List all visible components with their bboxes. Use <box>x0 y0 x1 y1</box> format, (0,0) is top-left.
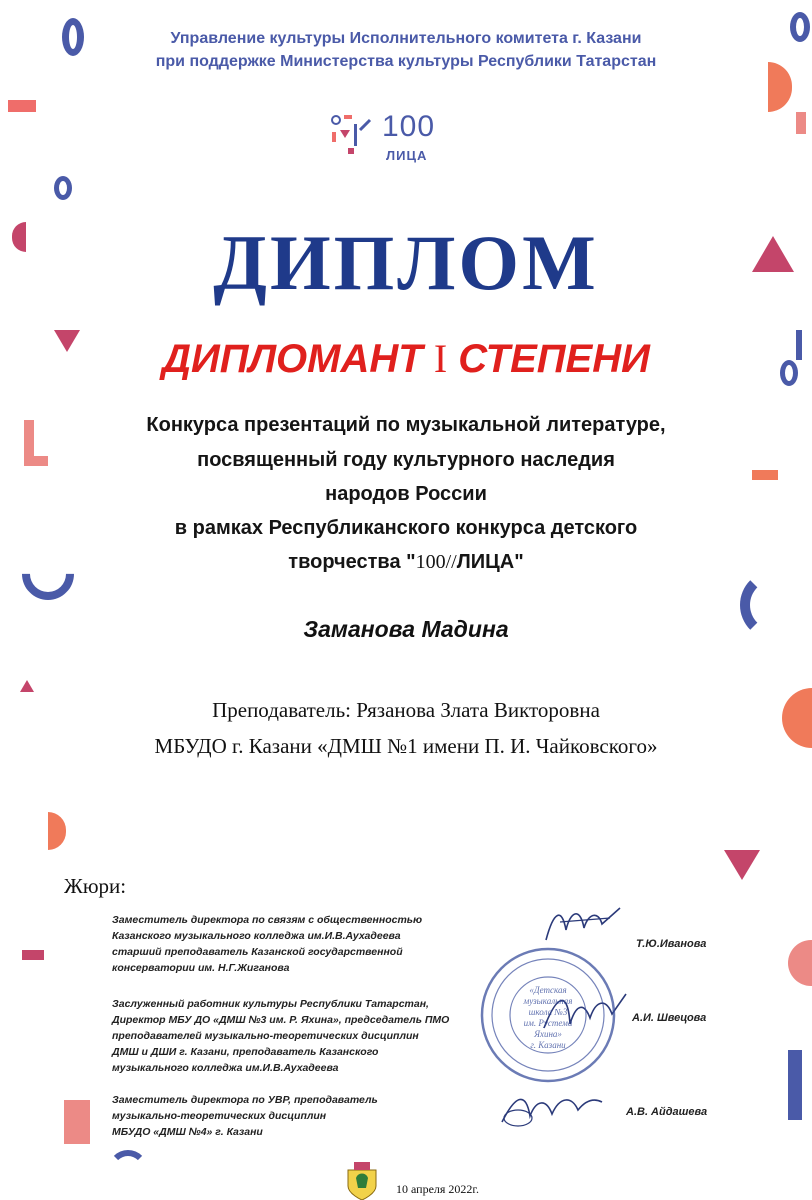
issue-date: 10 апреля 2022г. <box>396 1182 479 1196</box>
decor-arc-shape <box>11 537 85 611</box>
jury-member-3 <box>112 1092 378 1140</box>
stamp-line: «Детская <box>529 985 567 995</box>
description-line: Конкурса презентаций по музыкальной литературе, <box>146 414 666 436</box>
signature-scribble-icon <box>496 1086 606 1136</box>
diploma-title: ДИПЛОМ <box>213 219 599 306</box>
decor-half-circle-shape <box>788 940 812 986</box>
stamp-line: музыкальная <box>523 996 573 1006</box>
jury-member-1-line: Заместитель директора по связям с общественностью <box>112 914 423 926</box>
jury-member-2 <box>112 996 449 1076</box>
jury-label: Жюри: <box>64 874 127 898</box>
coat-of-arms-icon <box>344 1160 380 1200</box>
jury-signature-name-2: А.И. Швецова <box>632 1012 707 1024</box>
header-organizer-line: Управление культуры Исполнительного комитета г. Казани <box>170 30 642 47</box>
jury-member-3-line: МБУДО «ДМШ №4» г. Казани <box>112 1126 263 1138</box>
teacher-line: Преподаватель: Рязанова Злата Викторовна <box>212 698 600 722</box>
degree-prefix: ДИПЛОМАНТ <box>162 337 423 381</box>
jury-member-2-line: Директор МБУ ДО «ДМШ №3 им. Р. Яхина», председатель ПМО <box>112 1014 450 1026</box>
recipient-name: Заманова Мадина <box>303 616 509 642</box>
decor-bar-shape <box>22 950 44 960</box>
jury-member-2-line: Заслуженный работник культуры Республики Татарстан, <box>112 998 429 1010</box>
decor-half-circle-shape <box>48 812 66 850</box>
degree-suffix: СТЕПЕНИ <box>458 337 650 381</box>
contest-number: 100// <box>415 551 457 573</box>
jury-signature-name-3: А.В. Айдашева <box>626 1106 708 1118</box>
decor-triangle-shape <box>724 850 760 880</box>
school-line: МБУДО г. Казани «ДМШ №1 имени П. И. Чайковского» <box>154 734 658 758</box>
logo-word: ЛИЦА <box>386 148 428 163</box>
decor-bar-shape <box>8 100 36 112</box>
contest-suffix: " <box>514 551 524 573</box>
degree-heading <box>0 335 812 382</box>
jury-member-2-line: ДМШ и ДШИ г. Казани, преподаватель Казанского <box>112 1046 379 1058</box>
jury-member-2-line: музыкального колледжа им.И.В.Аухадеева <box>112 1062 339 1074</box>
jury-member-1-line: консерватории им. Н.Г.Жиганова <box>112 962 290 974</box>
logo-100-lica <box>330 110 436 171</box>
stamp-text <box>510 985 586 1051</box>
jury-member-1-line: Казанского музыкального колледжа им.И.В.Аухадеева <box>112 930 401 942</box>
header-support-line: при поддержке Министерства культуры Республики Татарстан <box>155 53 657 70</box>
decor-ring-shape <box>54 176 72 200</box>
decor-bar-shape <box>796 112 806 134</box>
description-line-contest <box>0 551 812 574</box>
decor-bar-shape <box>788 1050 802 1120</box>
stamp-line: им. Рустема Яхина» <box>523 1018 573 1039</box>
official-stamp <box>478 945 618 1085</box>
logo-number: 100 <box>382 110 436 143</box>
jury-member-3-line: Заместитель директора по УВР, преподаватель <box>112 1094 378 1106</box>
stamp-line: школа №3 <box>528 1007 568 1017</box>
logo-mark-icon <box>330 110 378 166</box>
jury-member-2-line: преподавателей музыкально-теоретических дисциплин <box>112 1030 419 1042</box>
description-line: народов России <box>325 483 487 505</box>
jury-member-1-line: старший преподаватель Казанской государственной <box>112 946 403 958</box>
decor-triangle-shape <box>20 680 34 692</box>
jury-member-3-line: музыкально-теоретических дисциплин <box>112 1110 327 1122</box>
jury-signature-name-1: Т.Ю.Иванова <box>636 938 707 950</box>
contest-prefix: творчества " <box>288 551 416 573</box>
decor-bar-shape <box>64 1100 90 1144</box>
contest-word: ЛИЦА <box>456 551 515 573</box>
degree-roman: I <box>433 336 448 381</box>
decor-arc-shape <box>108 1150 148 1190</box>
stamp-line: г. Казани <box>530 1040 566 1050</box>
signature-scribble-icon <box>540 900 630 950</box>
description-line: в рамках Республиканского конкурса детского <box>174 517 638 539</box>
description-line: посвященный году культурного наследия <box>197 449 615 471</box>
jury-member-1 <box>112 912 422 976</box>
